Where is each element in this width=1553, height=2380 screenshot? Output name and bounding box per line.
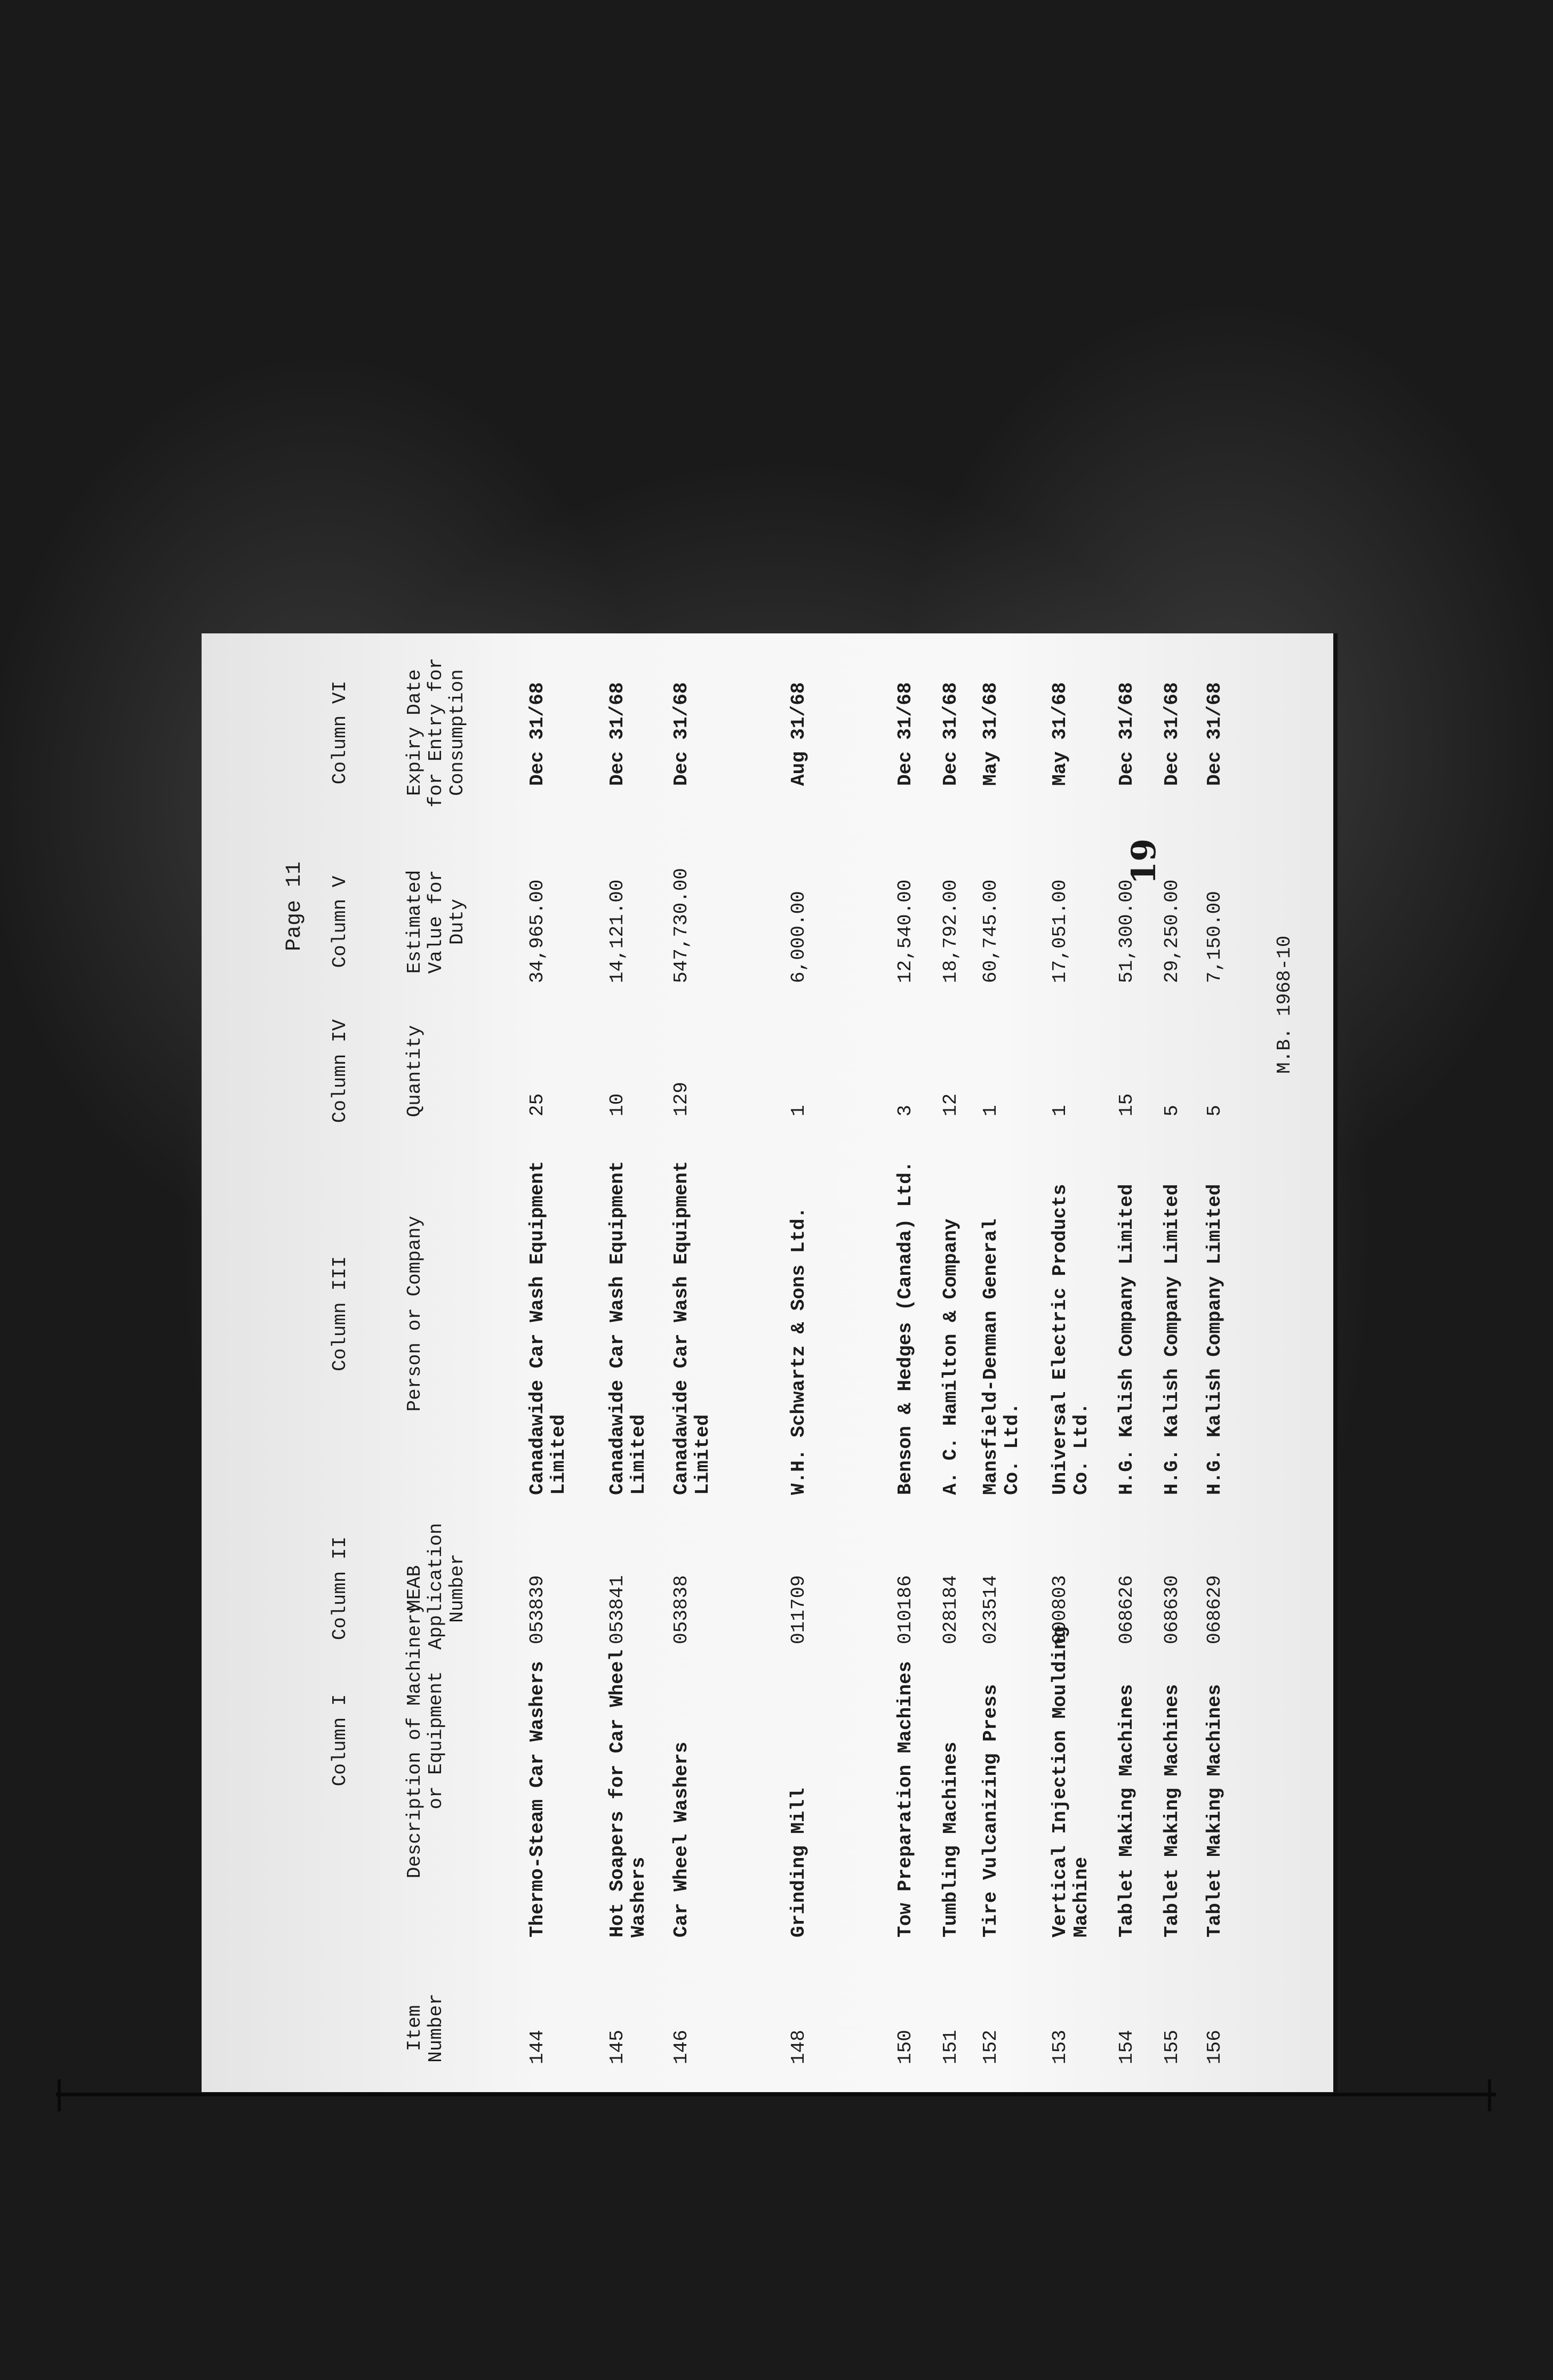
company-name: Mansfield-Denman General Co. Ltd.	[980, 1218, 1023, 1495]
column-heading-vi: Column VI	[329, 680, 351, 785]
column-desc-application: MEAB Application Number	[404, 1523, 468, 1650]
estimated-value: 60,745.00	[980, 879, 1002, 983]
company-name: H.G. Kalish Company Limited	[1161, 1184, 1183, 1495]
application-number: 053839	[526, 1575, 548, 1644]
column-heading-iii: Column III	[329, 1256, 351, 1372]
machinery-description: Tumbling Machines	[940, 1741, 962, 1937]
column-desc-value: Estimated Value for Duty	[404, 870, 468, 974]
item-number: 150	[894, 2030, 916, 2064]
estimated-value: 6,000.00	[788, 891, 810, 983]
expiry-date: May 31/68	[980, 682, 1002, 786]
estimated-value: 14,121.00	[606, 879, 628, 983]
expiry-date: Dec 31/68	[940, 682, 962, 786]
estimated-value: 18,792.00	[940, 879, 962, 983]
estimated-value: 12,540.00	[894, 879, 916, 983]
column-heading-i: Column I	[329, 1694, 351, 1787]
document-sheet	[202, 633, 1338, 2092]
rotated-table-page	[202, 633, 1338, 2092]
footer-reference: M.B. 1968-10	[1274, 935, 1295, 1074]
company-name: W.H. Schwartz & Sons Ltd.	[788, 1207, 810, 1495]
item-number: 152	[980, 2030, 1002, 2064]
company-name: Benson & Hedges (Canada) Ltd.	[894, 1161, 916, 1495]
quantity: 10	[606, 1093, 628, 1116]
machinery-description: Tablet Making Machines	[1116, 1684, 1138, 1937]
expiry-date: Dec 31/68	[1161, 682, 1183, 786]
column-desc-machinery: Description of Machinery or Equipment	[404, 1602, 447, 1879]
machinery-description: Car Wheel Washers	[670, 1741, 692, 1937]
quantity: 5	[1204, 1105, 1226, 1116]
application-number: 011709	[788, 1575, 810, 1644]
company-name: Canadawide Car Wash Equipment Limited	[670, 1161, 714, 1495]
application-number: 000803	[1049, 1575, 1071, 1644]
film-rule-line	[56, 2093, 1496, 2096]
item-number: 144	[526, 2030, 548, 2064]
machinery-description: Tablet Making Machines	[1161, 1684, 1183, 1937]
quantity: 5	[1161, 1105, 1183, 1116]
company-name: H.G. Kalish Company Limited	[1116, 1184, 1138, 1495]
item-number: 153	[1049, 2030, 1071, 2064]
expiry-date: Dec 31/68	[894, 682, 916, 786]
column-heading-iv: Column IV	[329, 1019, 351, 1123]
company-name: Canadawide Car Wash Equipment Limited	[606, 1161, 650, 1495]
page-number-label: Page 11	[283, 861, 307, 951]
estimated-value: 547,730.00	[670, 867, 692, 983]
application-number: 053838	[670, 1575, 692, 1644]
company-name: Universal Electric Products Co. Ltd.	[1049, 1184, 1092, 1495]
expiry-date: Dec 31/68	[1204, 682, 1226, 786]
expiry-date: Dec 31/68	[526, 682, 548, 786]
expiry-date: Aug 31/68	[788, 682, 810, 786]
application-number: 023514	[980, 1575, 1002, 1644]
handwritten-page-number: 19	[1124, 838, 1163, 885]
machinery-description: Vertical Injection Moulding Machine	[1049, 1626, 1092, 1937]
column-heading-v: Column V	[329, 875, 351, 968]
column-desc-company: Person or Company	[404, 1216, 426, 1412]
expiry-date: Dec 31/68	[1116, 682, 1138, 786]
application-number: 068629	[1204, 1575, 1226, 1644]
item-number: 155	[1161, 2030, 1183, 2064]
expiry-date: May 31/68	[1049, 682, 1071, 786]
quantity: 3	[894, 1105, 916, 1116]
machinery-description: Tire Vulcanizing Press	[980, 1684, 1002, 1937]
item-number: 146	[670, 2030, 692, 2064]
application-number: 028184	[940, 1575, 962, 1644]
company-name: A. C. Hamilton & Company	[940, 1218, 962, 1495]
column-heading-ii: Column II	[329, 1536, 351, 1641]
estimated-value: 7,150.00	[1204, 891, 1226, 983]
estimated-value: 34,965.00	[526, 879, 548, 983]
item-number: 154	[1116, 2030, 1138, 2064]
item-number: 145	[606, 2030, 628, 2064]
column-desc-expiry: Expiry Date for Entry for Consumption	[404, 657, 468, 808]
quantity: 1	[788, 1105, 810, 1116]
expiry-date: Dec 31/68	[670, 682, 692, 786]
film-rule-tick	[58, 2079, 61, 2111]
item-number: 151	[940, 2030, 962, 2064]
quantity: 25	[526, 1093, 548, 1116]
item-number: 148	[788, 2030, 810, 2064]
company-name: Canadawide Car Wash Equipment Limited	[526, 1161, 570, 1495]
item-number: 156	[1204, 2030, 1226, 2064]
estimated-value: 51,300.00	[1116, 879, 1138, 983]
application-number: 068626	[1116, 1575, 1138, 1644]
machinery-description: Tablet Making Machines	[1204, 1684, 1226, 1937]
application-number: 010186	[894, 1575, 916, 1644]
expiry-date: Dec 31/68	[606, 682, 628, 786]
application-number: 068630	[1161, 1575, 1183, 1644]
film-rule-tick	[1488, 2079, 1491, 2111]
column-desc-quantity: Quantity	[404, 1025, 426, 1117]
quantity: 1	[1049, 1105, 1071, 1116]
estimated-value: 17,051.00	[1049, 879, 1071, 983]
quantity: 129	[670, 1082, 692, 1116]
company-name: H.G. Kalish Company Limited	[1204, 1184, 1226, 1495]
estimated-value: 29,250.00	[1161, 879, 1183, 983]
machinery-description: Grinding Mill	[788, 1788, 810, 1937]
machinery-description: Tow Preparation Machines	[894, 1661, 916, 1937]
application-number: 053841	[606, 1575, 628, 1644]
machinery-description: Hot Soapers for Car Wheel Washers	[606, 1649, 650, 1937]
quantity: 15	[1116, 1093, 1138, 1116]
machinery-description: Thermo-Steam Car Washers	[526, 1661, 548, 1937]
quantity: 1	[980, 1105, 1002, 1116]
quantity: 12	[940, 1093, 962, 1116]
column-desc-item-number: Item Number	[404, 1993, 447, 2063]
